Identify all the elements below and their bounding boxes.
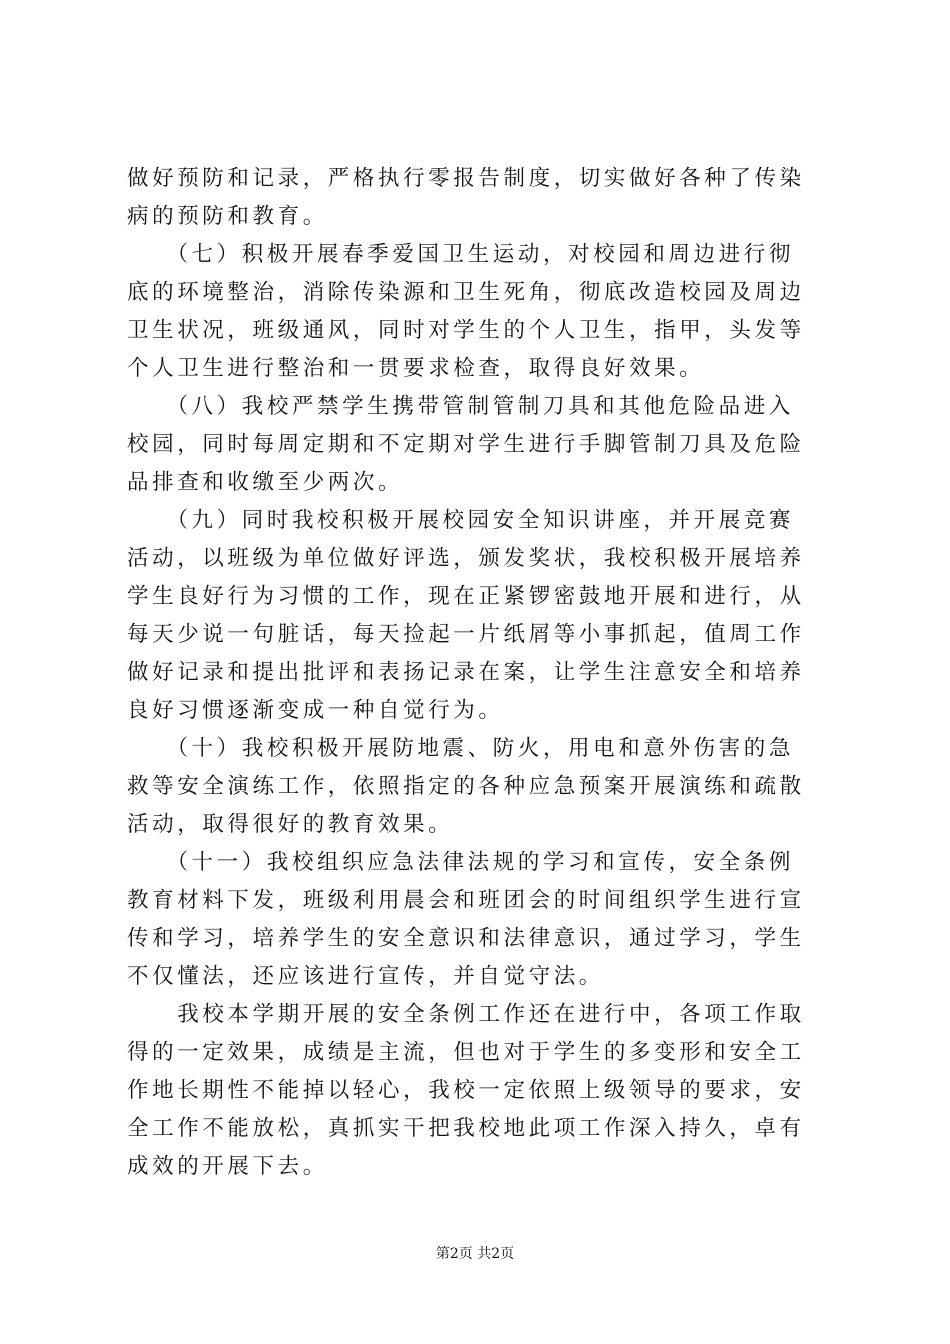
text-line: 做好记录和提出批评和表扬记录在案，让学生注意安全和培养 <box>127 660 805 685</box>
text-line: 我校本学期开展的安全条例工作还在进行中，各项工作取 <box>127 1002 805 1027</box>
text-line: 教育材料下发，班级利用晨会和班团会的时间组织学生进行宣 <box>127 888 805 913</box>
text-line: 成效的开展下去。 <box>127 1154 328 1179</box>
text-line: 作地长期性不能掉以轻心，我校一定依照上级领导的要求，安 <box>127 1078 805 1103</box>
text-line: 活动，取得很好的教育效果。 <box>127 812 454 837</box>
text-line: （七）积极开展春季爱国卫生运动，对校园和周边进行彻 <box>127 242 794 267</box>
page-footer: 第2页 共2页 <box>435 1246 515 1262</box>
document-body <box>127 160 829 1186</box>
text-line: 做好预防和记录，严格执行零报告制度，切实做好各种了传染 <box>127 166 805 191</box>
text-line: 底的环境整治，消除传染源和卫生死角，彻底改造校园及周边 <box>127 280 805 305</box>
text-line: 救等安全演练工作，依照指定的各种应急预案开展演练和疏散 <box>127 774 805 799</box>
text-line: 不仅懂法，还应该进行宣传，并自觉守法。 <box>127 964 604 989</box>
text-line: 病的预防和教育。 <box>127 204 328 229</box>
text-line: 每天少说一句脏话，每天捡起一片纸屑等小事抓起，值周工作 <box>127 622 805 647</box>
text-line: （八）我校严禁学生携带管制管制刀具和其他危险品进入 <box>127 394 794 419</box>
text-line: 良好习惯逐渐变成一种自觉行为。 <box>127 698 504 723</box>
text-line: 得的一定效果，成绩是主流，但也对于学生的多变形和安全工 <box>127 1040 805 1065</box>
text-line: 个人卫生进行整治和一贯要求检查，取得良好效果。 <box>127 356 705 381</box>
text-line: 品排查和收缴至少两次。 <box>127 470 404 495</box>
text-line: 全工作不能放松，真抓实干把我校地此项工作深入持久，卓有 <box>127 1116 805 1141</box>
text-line: （十）我校积极开展防地震、防火，用电和意外伤害的急 <box>127 736 794 761</box>
text-line: 活动，以班级为单位做好评选，颁发奖状，我校积极开展培养 <box>127 546 805 571</box>
text-line: 传和学习，培养学生的安全意识和法律意识，通过学习，学生 <box>127 926 805 951</box>
text-line: 校园，同时每周定期和不定期对学生进行手脚管制刀具及危险 <box>127 432 805 457</box>
text-line: 卫生状况，班级通风，同时对学生的个人卫生，指甲，头发等 <box>127 318 805 343</box>
text-line: 学生良好行为习惯的工作，现在正紧锣密鼓地开展和进行，从 <box>127 584 805 609</box>
text-line: （九）同时我校积极开展校园安全知识讲座，并开展竞赛 <box>127 508 794 533</box>
text-line: （十一）我校组织应急法律法规的学习和宣传，安全条例 <box>127 850 794 875</box>
